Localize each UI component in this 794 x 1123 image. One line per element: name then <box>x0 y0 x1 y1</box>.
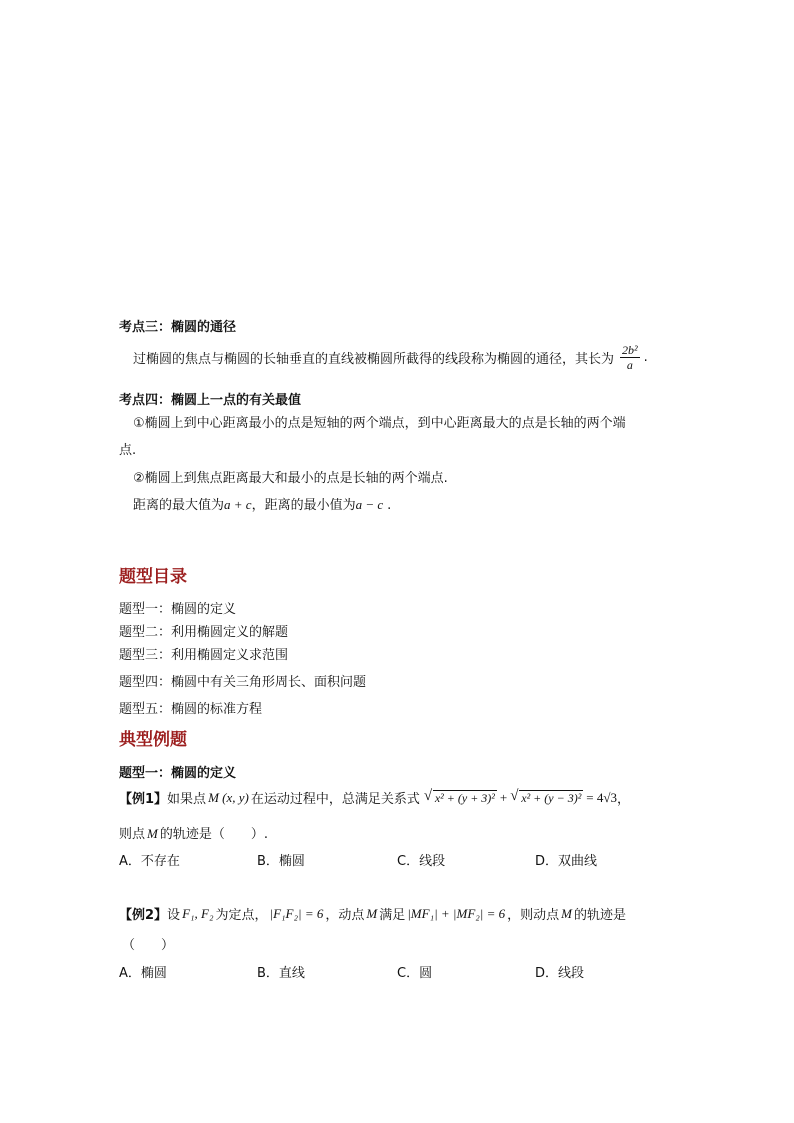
example2-text-f: 的轨迹是 <box>574 908 627 923</box>
radical-icon: √ <box>423 787 433 804</box>
kaodian4-item2: ②椭圆上到焦点距离最大和最小的点是长轴的两个端点. <box>133 471 448 486</box>
equation-rhs: = 4√3 <box>586 789 618 805</box>
example2-text-b: 为定点， <box>215 908 268 923</box>
kaodian4-item1-line1: ①椭圆上到中心距离最小的点是短轴的两个端点，到中心距离最大的点是长轴的两个端 <box>133 416 626 431</box>
example1-line2-a: 则点 <box>119 827 146 842</box>
example1-option-a: A．不存在 <box>119 854 180 869</box>
point-m: M (x, y) <box>208 789 249 805</box>
point-m: M <box>561 905 572 921</box>
catalog-item-3: 题型三：利用椭圆定义求范围 <box>119 648 289 663</box>
example1-option-d: D．双曲线 <box>535 854 598 869</box>
example1-line2-b: 的轨迹是（ ）. <box>159 827 268 842</box>
kaodian4-title: 考点四：椭圆上一点的有关最值 <box>119 393 302 408</box>
example2-answer-paren: （ ） <box>122 938 175 953</box>
example2-option-c: C．圆 <box>397 966 433 981</box>
example1-line2 <box>119 823 268 842</box>
catalog-item-1: 题型一：椭圆的定义 <box>119 602 237 617</box>
example2-option-d: D．线段 <box>535 966 585 981</box>
period: . <box>643 350 648 365</box>
catalog-item-5: 题型五：椭圆的标准方程 <box>119 702 263 717</box>
example1-option-c: C．线段 <box>397 854 446 869</box>
distance-f1f2: |F₁F₂| = 6 <box>269 905 324 921</box>
radical-icon: √ <box>510 787 519 804</box>
kaodian4-extremes-line <box>133 494 391 513</box>
foci-f1-f2: F₁, F₂ <box>182 905 214 921</box>
example2-text-c: ，动点 <box>325 908 365 923</box>
example2-text-a: 设 <box>167 908 181 923</box>
min-prefix: ，距离的最小值为 <box>251 498 356 513</box>
max-prefix: 距离的最大值为 <box>133 498 225 513</box>
catalog-item-2: 题型二：利用椭圆定义的解题 <box>119 625 289 640</box>
example2-option-a: A．椭圆 <box>119 966 167 981</box>
point-m: M <box>366 905 378 921</box>
min-expr: a − c <box>355 497 384 512</box>
example1-option-b: B．椭圆 <box>257 854 305 869</box>
catalog-item-4: 题型四：椭圆中有关三角形周长、面积问题 <box>119 675 367 690</box>
distance-sum: |MF₁| + |MF₂| = 6 <box>407 905 506 921</box>
fraction-denominator: a <box>626 358 633 372</box>
point-m: M <box>147 826 158 841</box>
example2-line1 <box>119 904 626 923</box>
type1-title: 题型一：椭圆的定义 <box>119 766 237 781</box>
kaodian3-text-line <box>133 343 648 372</box>
sqrt-term-2: √ x² + (y − 3)² <box>510 787 582 805</box>
catalog-heading: 题型目录 <box>119 567 187 587</box>
kaodian4-item1-line2: 点. <box>119 443 137 458</box>
example2-option-b: B．直线 <box>257 966 305 981</box>
kaodian3-title: 考点三：椭圆的通径 <box>119 320 237 335</box>
fraction-numerator: 2b² <box>622 343 638 357</box>
example2-text-d: 满足 <box>379 908 406 923</box>
example1-text-b: 在运动过程中，总满足关系式 <box>250 792 420 807</box>
kaodian3-text: 过椭圆的焦点与椭圆的长轴垂直的直线被椭圆所截得的线段称为椭圆的通径，其长为 <box>133 352 615 367</box>
example1-line1 <box>119 788 630 807</box>
sqrt-term-1: √ x² + (y + 3)² <box>423 787 495 805</box>
example2-label: 【例2】 <box>119 908 168 923</box>
latus-rectum-fraction <box>620 343 640 372</box>
period: . <box>387 498 392 513</box>
example1-label: 【例1】 <box>119 792 168 807</box>
example2-text-e: ，则动点 <box>507 908 560 923</box>
max-expr: a + c <box>224 497 252 512</box>
comma: ， <box>617 792 631 807</box>
example1-text-a: 如果点 <box>167 792 207 807</box>
examples-heading: 典型例题 <box>119 730 187 750</box>
plus-sign: + <box>499 789 508 805</box>
